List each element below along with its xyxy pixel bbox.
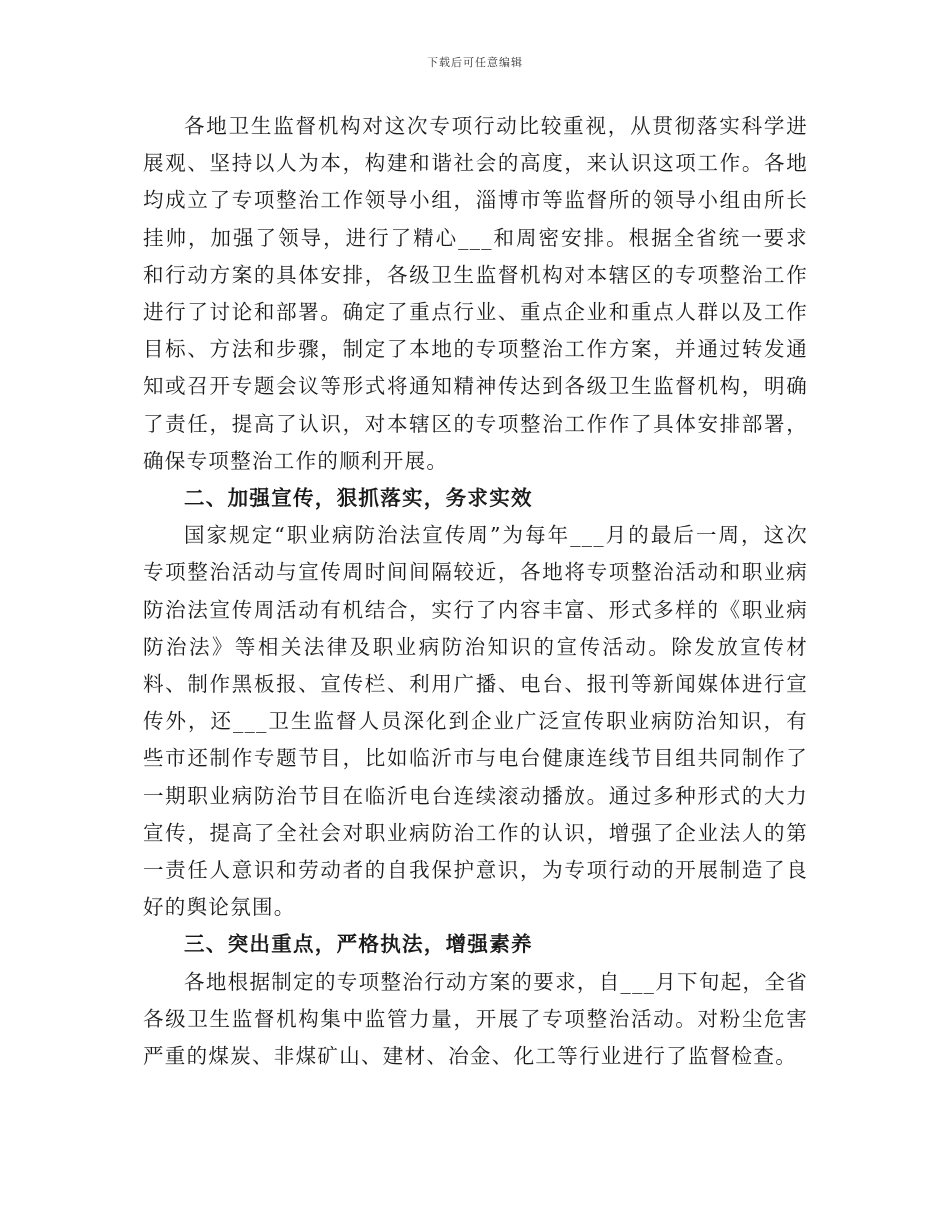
paragraph-publicity: 国家规定“职业病防治法宣传周”为每年___月的最后一周，这次专项整治活动与宣传周时间间隔较近，各地将专项整治活动和职业病防治法宣传周活动有机结合，实行了内容丰富、形式多样的《职业病防治法》等相关法律及职业病防治知识的宣传活动。除发放宣传材料、制作黑板报、宣传栏、利用广播、电台、报刊等新闻媒体进行宣传外，还___卫生监督人员深化到企业广泛宣传职业病防治知识，有些市还制作专题节目，比如临沂市与电台健康连线节目组共同制作了一期职业病防治节目在临沂电台连续滚动播放。通过多种形式的大力宣传，提高了全社会对职业病防治工作的认识，增强了企业法人的第一责任人意识和劳动者的自我保护意识，为专项行动的开展制造了良好的舆论氛围。 <box>143 523 808 920</box>
section-heading-publicity: 二、加强宣传，狠抓落实，务求实效 <box>184 486 533 511</box>
document-body <box>143 108 808 1075</box>
paragraph-enforcement: 各地根据制定的专项整治行动方案的要求，自___月下旬起，全省各级卫生监督机构集中监管力量，开展了专项整治活动。对粉尘危害严重的煤炭、非煤矿山、建材、冶金、化工等行业进行了监督检查。 <box>143 969 808 1069</box>
paragraph-organization: 各地卫生监督机构对这次专项行动比较重视，从贯彻落实科学进展观、坚持以人为本，构建和谐社会的高度，来认识这项工作。各地均成立了专项整治工作领导小组，淄博市等监督所的领导小组由所长挂帅，加强了领导，进行了精心___和周密安排。根据全省统一要求和行动方案的具体安排，各级卫生监督机构对本辖区的专项整治工作进行了讨论和部署。确定了重点行业、重点企业和重点人群以及工作目标、方法和步骤，制定了本地的专项整治工作方案，并通过转发通知或召开专题会议等形式将通知精神传达到各级卫生监督机构，明确了责任，提高了认识，对本辖区的专项整治工作作了具体安排部署，确保专项整治工作的顺利开展。 <box>143 114 808 473</box>
page-header: 下载后可任意编辑 <box>427 56 523 69</box>
section-heading-enforcement: 三、突出重点，严格执法，增强素养 <box>184 932 533 957</box>
